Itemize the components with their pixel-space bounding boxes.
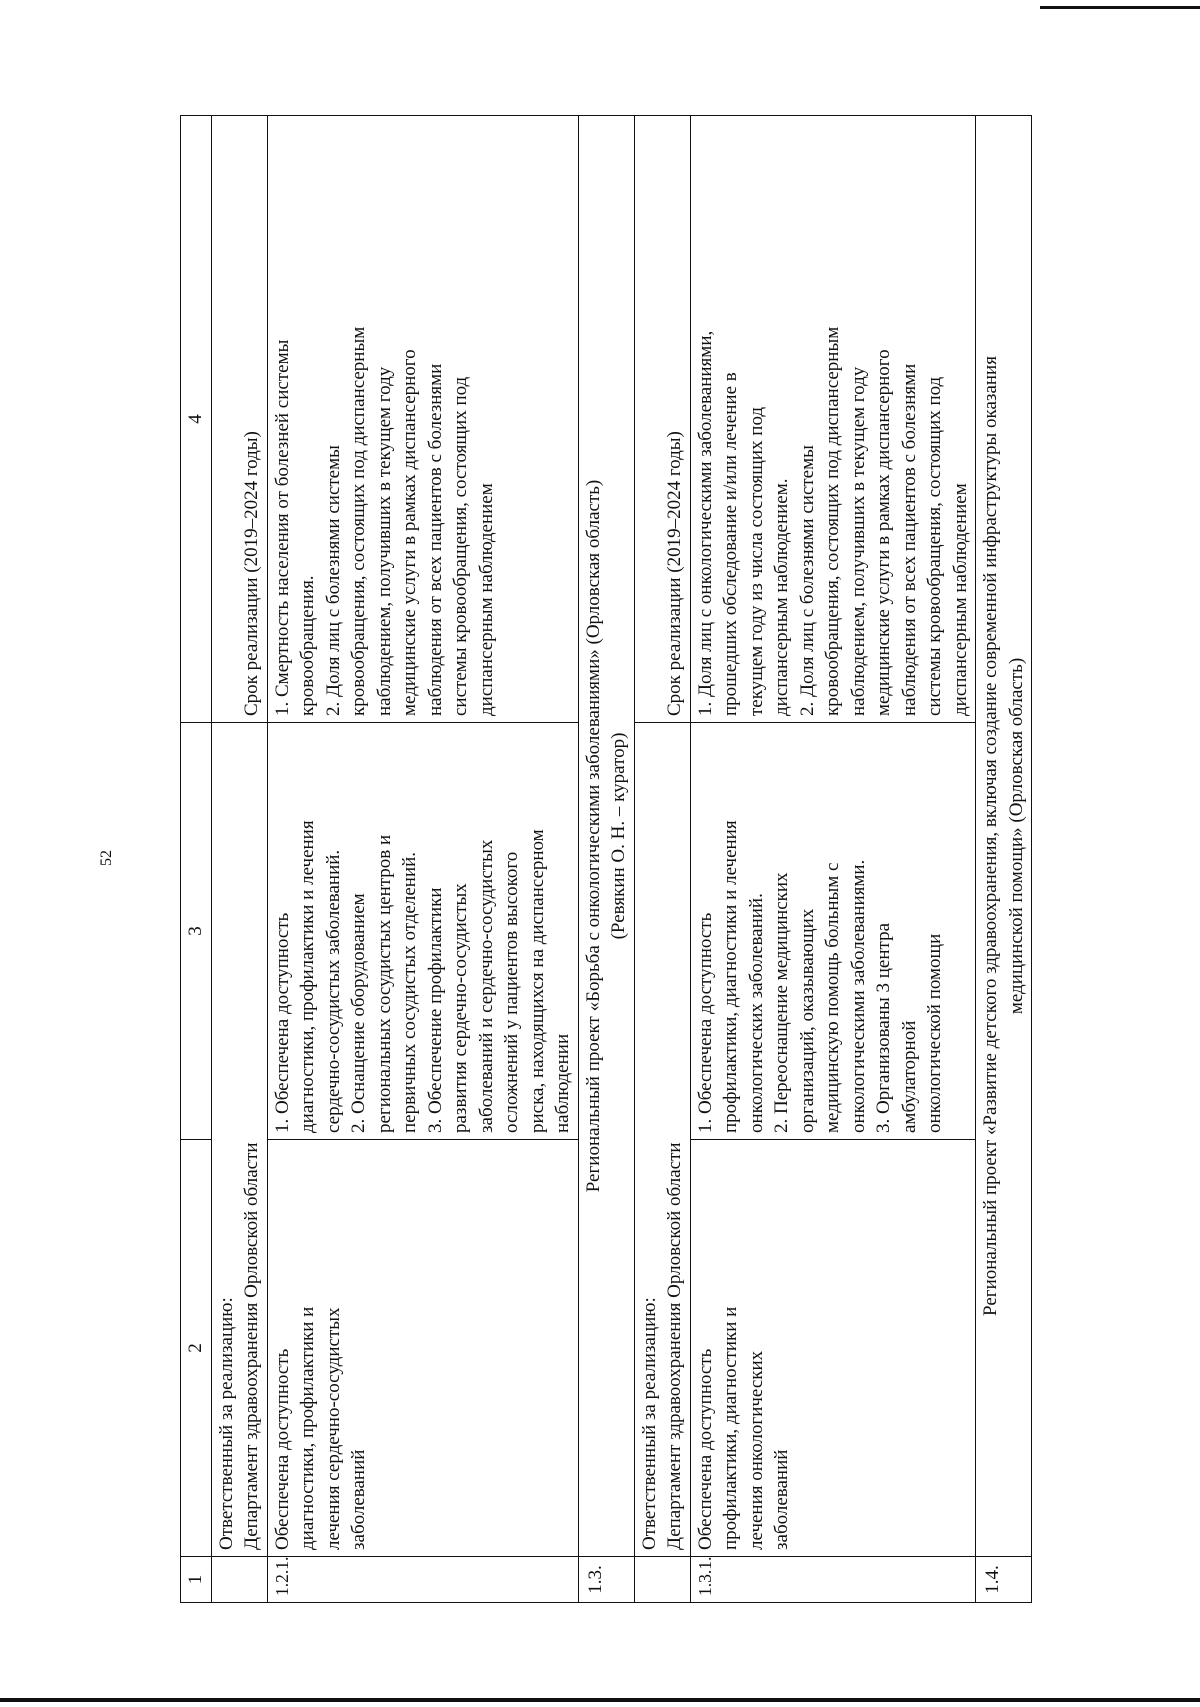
column-number: 2 [181,1140,212,1557]
result-line: региональных сосудистых центров и [373,834,395,1133]
responsible-label: Ответственный за реализацию: [638,1297,660,1550]
item-row [690,116,976,1603]
task-line: Обеспечена доступность [271,1348,293,1550]
project-title-line: Региональный проект «Развитие детского здравоохранения, включая создание современной инфраструктуры оказания [980,356,1001,1316]
task-line: заболеваний [348,1449,369,1550]
indicator-line: кровообращения. [297,575,318,716]
indicator-line: медицинские услуги в рамках диспансерного [399,349,420,716]
result-line: 2. Оснащение оборудованием [348,893,369,1133]
rotated-table-container [180,116,1086,1603]
indicator-line: системы кровообращения, состоящих под [924,376,945,716]
result-line: осложнений у пациентов высокого [501,851,522,1133]
project-title-line: (Ревякин О. Н. – куратор) [608,732,629,940]
result-line: онкологических заболеваний. [745,893,767,1133]
result-line: первичных сосудистых отделений. [399,851,420,1133]
result-line: 3. Обеспечение профилактики [424,887,446,1133]
responsible-label: Ответственный за реализацию: [215,1297,237,1550]
item-row [267,116,578,1603]
indicator-line: кровообращения, состоящих под диспансерным [348,326,369,716]
result-line: профилактики, диагностики и лечения [720,820,741,1133]
task-line: Обеспечена доступность [694,1348,716,1550]
indicators-cell [267,116,578,723]
item-number: 1.2.1. [267,1557,578,1603]
indicator-line: наблюдения от всех пациентов с болезнями [424,363,446,716]
column-numbers-row [181,116,212,1603]
responsible-department: Департамент здравоохранения Орловской области [241,1142,262,1550]
empty-number-cell [211,1557,267,1603]
result-line: 1. Обеспечена доступность [694,912,716,1133]
result-line: 1. Обеспечена доступность [271,912,293,1133]
task-cell [267,1140,578,1557]
result-line: сердечно-сосудистых заболеваний. [322,849,344,1133]
responsible-row [634,116,690,1603]
plan-table [180,115,1032,1603]
project-row [578,116,634,1603]
result-line: амбулаторной [898,1020,920,1133]
result-line: онкологическими заболеваниями. [847,859,869,1133]
project-title-cell [976,116,1032,1557]
scan-edge-top [1040,6,1200,9]
indicator-line: наблюдения от всех пациентов с болезнями [898,363,920,716]
indicator-line: 1. Смертность населения от болезней системы [271,339,293,716]
scan-edge-bottom [0,1698,1200,1702]
project-title-cell [578,116,634,1557]
indicator-line: прошедших обследование и/или лечение в [720,372,741,716]
project-number: 1.3. [578,1557,634,1603]
result-line: диагностики, профилактики и лечения [297,820,318,1133]
task-line: профилактики, диагностики и [720,1306,741,1550]
column-number: 4 [181,116,212,723]
task-cell [690,1140,976,1557]
result-line: риска, находящихся на диспансерном [526,829,548,1133]
responsible-row [211,116,267,1603]
project-title-line: Региональный проект «Борьба с онкологическими заболеваниями» (Орловская область) [582,479,604,1193]
task-line: диагностики, профилактики и [297,1306,318,1550]
responsible-cell [634,723,690,1557]
indicators-cell [690,116,976,723]
responsible-cell [211,723,267,1557]
result-line: наблюдении [552,1033,573,1133]
indicator-line: системы кровообращения, состоящих под [450,376,471,716]
page-number: 52 [98,850,115,866]
indicator-line: кровообращения, состоящих под диспансерным [822,326,843,716]
task-line: лечения онкологических [745,1350,767,1550]
result-line: онкологической помощи [924,933,945,1133]
deadline-cell: Срок реализации (2019–2024 годы) [211,116,267,723]
result-line: развития сердечно-сосудистых [450,883,471,1133]
task-line: заболеваний [771,1449,792,1550]
column-number: 3 [181,723,212,1140]
empty-number-cell [634,1557,690,1603]
result-line: медицинскую помощь больным с [822,862,843,1133]
indicator-line: диспансерным наблюдением. [771,478,792,716]
indicator-line: 2. Доля лиц с болезнями системы [796,445,818,716]
results-cell [690,723,976,1140]
project-title-line: медицинской помощи» (Орловская область) [1005,657,1027,1015]
indicator-line: диспансерным наблюдением [475,483,497,716]
results-cell [267,723,578,1140]
indicator-line: наблюдением, получивших в текущем году [373,366,395,716]
result-line: организаций, оказывающих [796,908,818,1133]
result-line: заболеваний и сердечно-сосудистых [475,839,497,1133]
indicator-line: наблюдением, получивших в текущем году [847,366,869,716]
item-number: 1.3.1. [690,1557,976,1603]
responsible-department: Департамент здравоохранения Орловской области [664,1142,685,1550]
project-number: 1.4. [976,1557,1032,1603]
indicator-line: медицинские услуги в рамках диспансерного [873,349,894,716]
result-line: 3. Организованы 3 центра [873,922,894,1133]
indicator-line: 1. Доля лиц с онкологическими заболеваниями, [694,330,716,716]
project-row [976,116,1032,1603]
indicator-line: диспансерным наблюдением [949,483,971,716]
result-line: 2. Переоснащение медицинских [771,872,792,1133]
deadline-cell: Срок реализации (2019–2024 годы) [634,116,690,723]
task-line: лечения сердечно-сосудистых [322,1307,344,1550]
column-number: 1 [181,1557,212,1603]
indicator-line: текущем году из числа состоящих под [745,406,767,716]
indicator-line: 2. Доля лиц с болезнями системы [322,445,344,716]
